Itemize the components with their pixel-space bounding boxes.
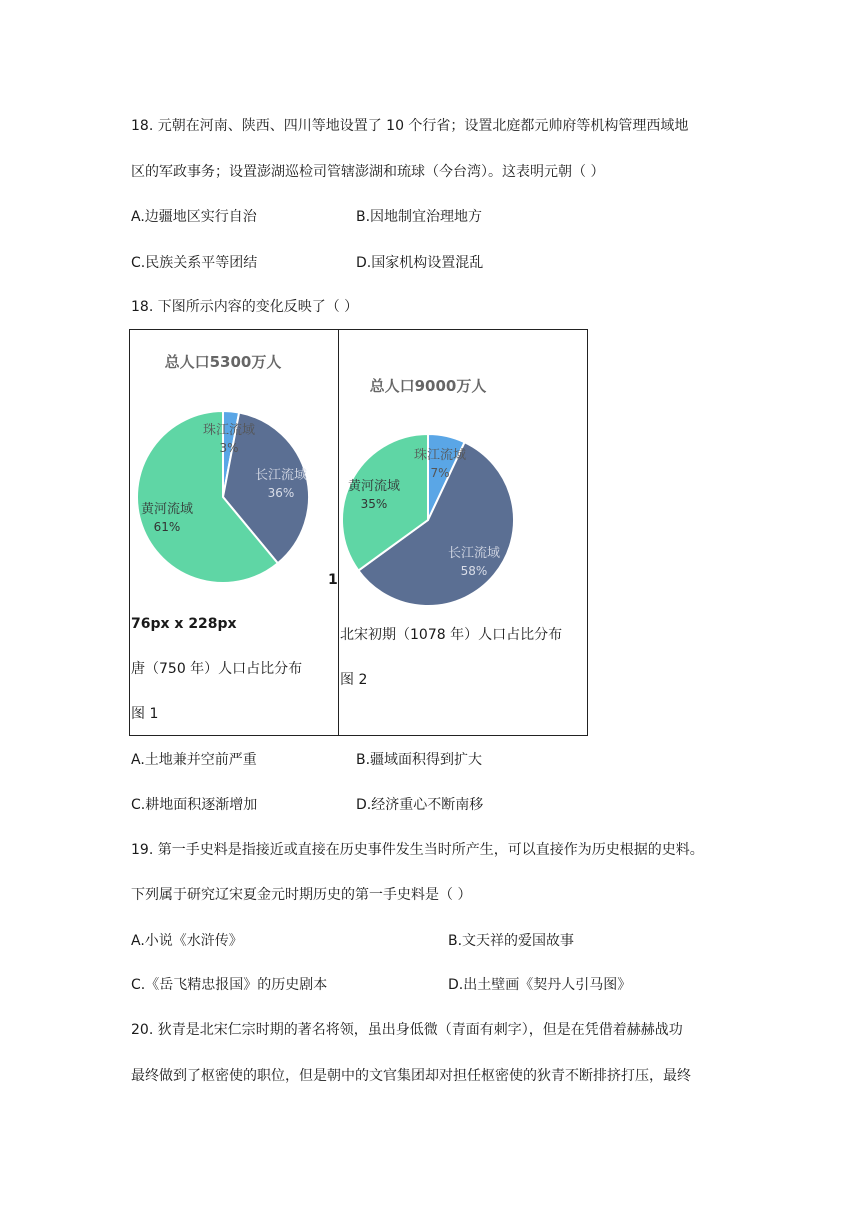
pie1-percent-huanghe: 61% bbox=[153, 520, 181, 534]
pie2-label-huanghe: 黄河流域 bbox=[347, 479, 401, 494]
pie1-percent-zhujiang: 3% bbox=[219, 441, 239, 455]
q18a-option-b: B.因地制宜治理地方 bbox=[356, 209, 483, 225]
figure-table-divider bbox=[338, 329, 339, 736]
pie-chart-song bbox=[340, 365, 585, 615]
pie2-label-zhujiang: 珠江流域 bbox=[413, 448, 467, 463]
q20-line1: 20. 狄青是北宋仁宗时期的著名将领，虽出身低微（青面有刺字），但是在凭借着赫赫战功 bbox=[131, 1022, 683, 1038]
pie1-title: 总人口5300万人 bbox=[164, 353, 282, 371]
q19-line1: 19. 第一手史料是指接近或直接在历史事件发生当时所产生，可以直接作为历史根据的史料。 bbox=[131, 842, 704, 858]
q18b-option-d: D.经济重心不断南移 bbox=[356, 797, 484, 813]
q20-line2: 最终做到了枢密使的职位，但是朝中的文官集团却对担任枢密使的狄青不断排挤打压，最终 bbox=[131, 1068, 691, 1084]
pie2-percent-changjiang: 58% bbox=[460, 564, 488, 578]
q18b-option-b: B.疆域面积得到扩大 bbox=[356, 752, 483, 768]
q19-option-a: A.小说《水浒传》 bbox=[131, 933, 243, 949]
q19-option-d: D.出土壁画《契丹人引马图》 bbox=[448, 977, 632, 993]
q19-option-b: B.文天祥的爱国故事 bbox=[448, 933, 575, 949]
q18b-option-a: A.土地兼并空前严重 bbox=[131, 752, 257, 768]
fig2-label: 图 2 bbox=[340, 672, 368, 688]
pie2-percent-huanghe: 35% bbox=[360, 497, 388, 511]
q18a-line2: 区的军政事务；设置澎湖巡检司管辖澎湖和琉球（今台湾）。这表明元朝（ ） bbox=[131, 164, 605, 180]
pie2-label-changjiang: 长江流域 bbox=[447, 546, 501, 561]
q19-line2: 下列属于研究辽宋夏金元时期历史的第一手史料是（ ） bbox=[131, 887, 472, 903]
pie1-percent-changjiang: 36% bbox=[267, 486, 295, 500]
fig1-stray-dimension: 76px x 228px bbox=[131, 616, 237, 632]
fig2-caption: 北宋初期（1078 年）人口占比分布 bbox=[340, 627, 563, 643]
stray-number: 1 bbox=[328, 572, 338, 588]
q18a-line1: 18. 元朝在河南、陕西、四川等地设置了 10 个行省；设置北庭都元帅府等机构管理西域地 bbox=[131, 118, 689, 134]
q18b-option-c: C.耕地面积逐渐增加 bbox=[131, 797, 258, 813]
q18b-stem: 18. 下图所示内容的变化反映了（ ） bbox=[131, 299, 359, 315]
pie-chart-tang bbox=[131, 340, 336, 595]
pie1-label-zhujiang: 珠江流域 bbox=[202, 423, 256, 438]
q18a-option-c: C.民族关系平等团结 bbox=[131, 255, 258, 271]
fig1-caption: 唐（750 年）人口占比分布 bbox=[131, 661, 303, 677]
fig1-label: 图 1 bbox=[131, 706, 159, 722]
q19-option-c: C.《岳飞精忠报国》的历史剧本 bbox=[131, 977, 328, 993]
pie1-label-huanghe: 黄河流域 bbox=[140, 502, 194, 517]
q18a-option-a: A.边疆地区实行自治 bbox=[131, 209, 257, 225]
pie2-percent-zhujiang: 7% bbox=[430, 466, 450, 480]
pie2-title: 总人口9000万人 bbox=[369, 377, 487, 395]
pie1-label-changjiang: 长江流域 bbox=[254, 468, 308, 483]
q18a-option-d: D.国家机构设置混乱 bbox=[356, 255, 484, 271]
